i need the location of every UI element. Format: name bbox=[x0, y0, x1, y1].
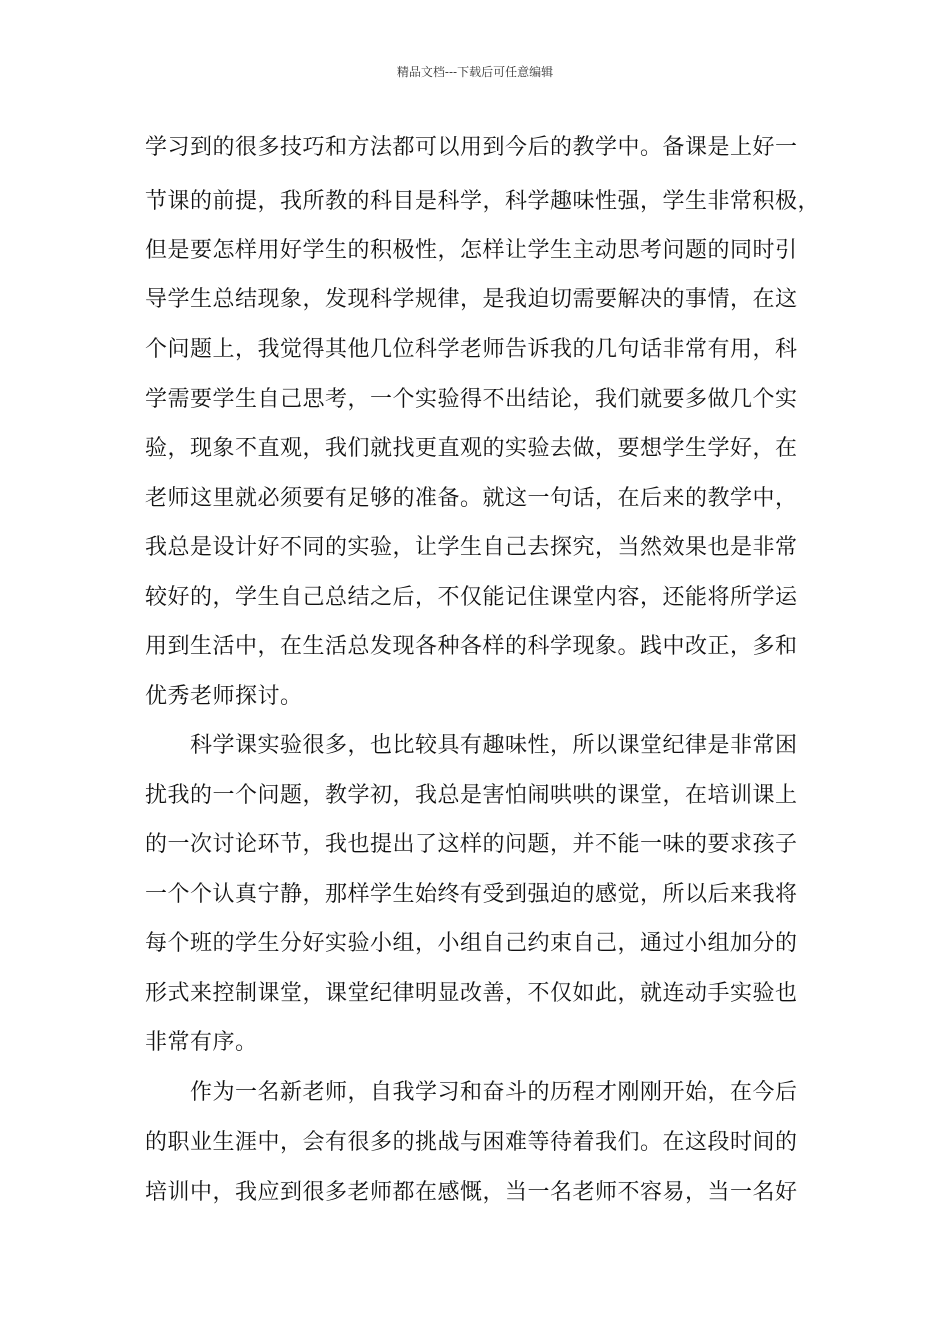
text-line: 一个个认真宁静，那样学生始终有受到强迫的感觉，所以后来我将 bbox=[145, 882, 798, 907]
text-line: 但是要怎样用好学生的积极性，怎样让学生主动思考问题的同时引 bbox=[145, 238, 798, 263]
text-line: 每个班的学生分好实验小组，小组自己约束自己，通过小组加分的 bbox=[145, 931, 798, 956]
text-line: 优秀老师探讨。 bbox=[145, 684, 303, 709]
text-line: 较好的，学生自己总结之后，不仅能记住课堂内容，还能将所学运 bbox=[145, 585, 798, 610]
text-line: 非常有序。 bbox=[145, 1030, 258, 1055]
text-line: 扰我的一个问题，教学初，我总是害怕闹哄哄的课堂，在培训课上 bbox=[145, 783, 798, 808]
text-line: 培训中，我应到很多老师都在感慨，当一名老师不容易，当一名好 bbox=[145, 1180, 798, 1205]
document-header: 精品文档---下载后可任意编辑 bbox=[396, 65, 554, 79]
text-line: 我总是设计好不同的实验，让学生自己去探究，当然效果也是非常 bbox=[145, 535, 798, 560]
text-line: 用到生活中，在生活总发现各种各样的科学现象。践中改正，多和 bbox=[145, 634, 798, 659]
text-line: 形式来控制课堂，课堂纪律明显改善，不仅如此，就连动手实验也 bbox=[145, 981, 798, 1006]
text-line: 导学生总结现象，发现科学规律，是我迫切需要解决的事情，在这 bbox=[145, 287, 798, 312]
text-line: 老师这里就必须要有足够的准备。就这一句话，在后来的教学中， bbox=[145, 486, 798, 511]
text-line: 学需要学生自己思考，一个实验得不出结论，我们就要多做几个实 bbox=[145, 387, 798, 412]
text-line: 学习到的很多技巧和方法都可以用到今后的教学中。备课是上好一 bbox=[145, 135, 798, 160]
text-line: 个问题上，我觉得其他几位科学老师告诉我的几句话非常有用，科 bbox=[145, 337, 798, 362]
text-line: 的职业生涯中，会有很多的挑战与困难等待着我们。在这段时间的 bbox=[145, 1130, 798, 1155]
paragraph-first-line: 科学课实验很多，也比较具有趣味性，所以课堂纪律是非常困 bbox=[190, 733, 798, 758]
text-line: 节课的前提，我所教的科目是科学，科学趣味性强，学生非常积极， bbox=[145, 189, 821, 214]
paragraph-first-line: 作为一名新老师，自我学习和奋斗的历程才刚刚开始，在今后 bbox=[190, 1080, 798, 1105]
text-line: 验，现象不直观，我们就找更直观的实验去做，要想学生学好，在 bbox=[145, 436, 798, 461]
text-line: 的一次讨论环节，我也提出了这样的问题，并不能一味的要求孩子 bbox=[145, 832, 798, 857]
